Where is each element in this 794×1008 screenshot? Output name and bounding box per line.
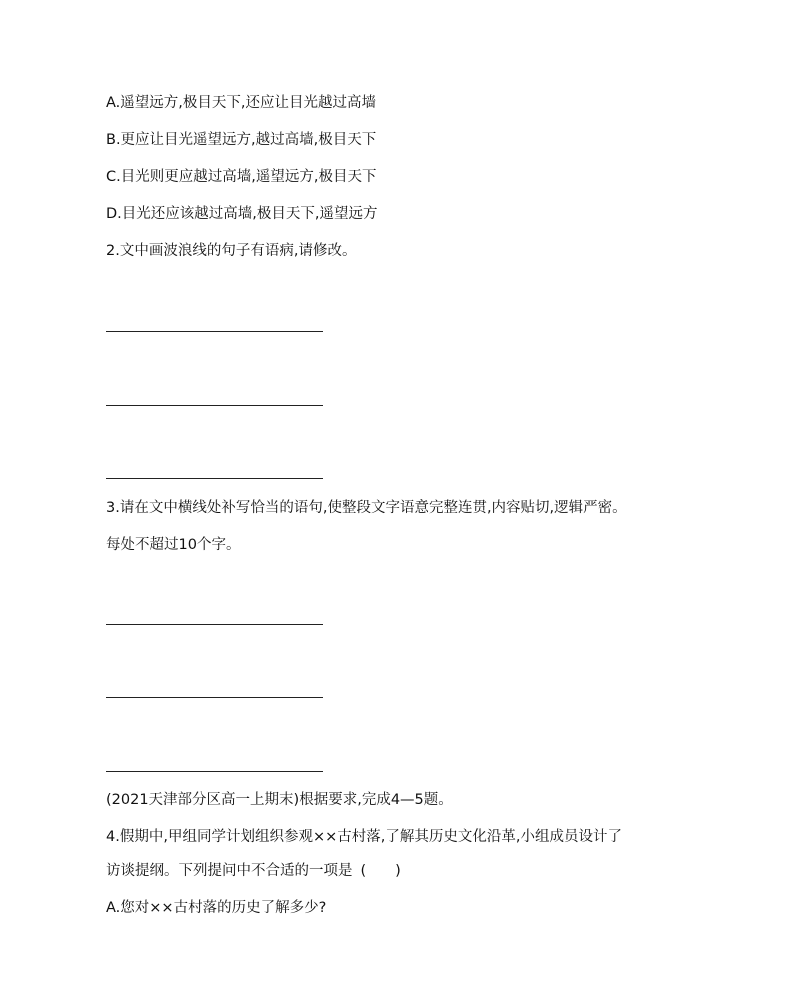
q3-prompt-line-1: 3.请在文中横线处补写恰当的语句,使整段文字语意完整连贯,内容贴切,逻辑严密。: [106, 500, 627, 516]
section-intro: (2021天津部分区高一上期末)根据要求,完成4—5题。: [106, 792, 453, 808]
q4-prompt-text: 访谈提纲。下列提问中不合适的一项是: [106, 863, 353, 879]
q4-prompt-line-2: [106, 861, 401, 881]
q2-prompt: 2.文中画波浪线的句子有语病,请修改。: [106, 243, 357, 259]
q3-answer-line-1[interactable]: [106, 624, 323, 625]
q4-option-a: A.您对××古村落的历史了解多少?: [106, 900, 327, 916]
q2-answer-line-3[interactable]: [106, 478, 323, 479]
q3-answer-line-3[interactable]: [106, 771, 323, 772]
q2-answer-line-1[interactable]: [106, 331, 323, 332]
q3-prompt-line-2: 每处不超过10个字。: [106, 537, 241, 553]
q1-option-b: B.更应让目光遥望远方,越过高墙,极目天下: [106, 132, 377, 148]
q1-option-d: D.目光还应该越过高墙,极目天下,遥望远方: [106, 206, 378, 222]
q4-answer-paren[interactable]: ( ): [360, 863, 401, 879]
q1-option-a: A.遥望远方,极目天下,还应让目光越过高墙: [106, 95, 376, 111]
q2-answer-line-2[interactable]: [106, 405, 323, 406]
q3-answer-line-2[interactable]: [106, 697, 323, 698]
q1-option-c: C.目光则更应越过高墙,遥望远方,极目天下: [106, 169, 377, 185]
q4-prompt-line-1: 4.假期中,甲组同学计划组织参观××古村落,了解其历史文化沿革,小组成员设计了: [106, 829, 622, 845]
